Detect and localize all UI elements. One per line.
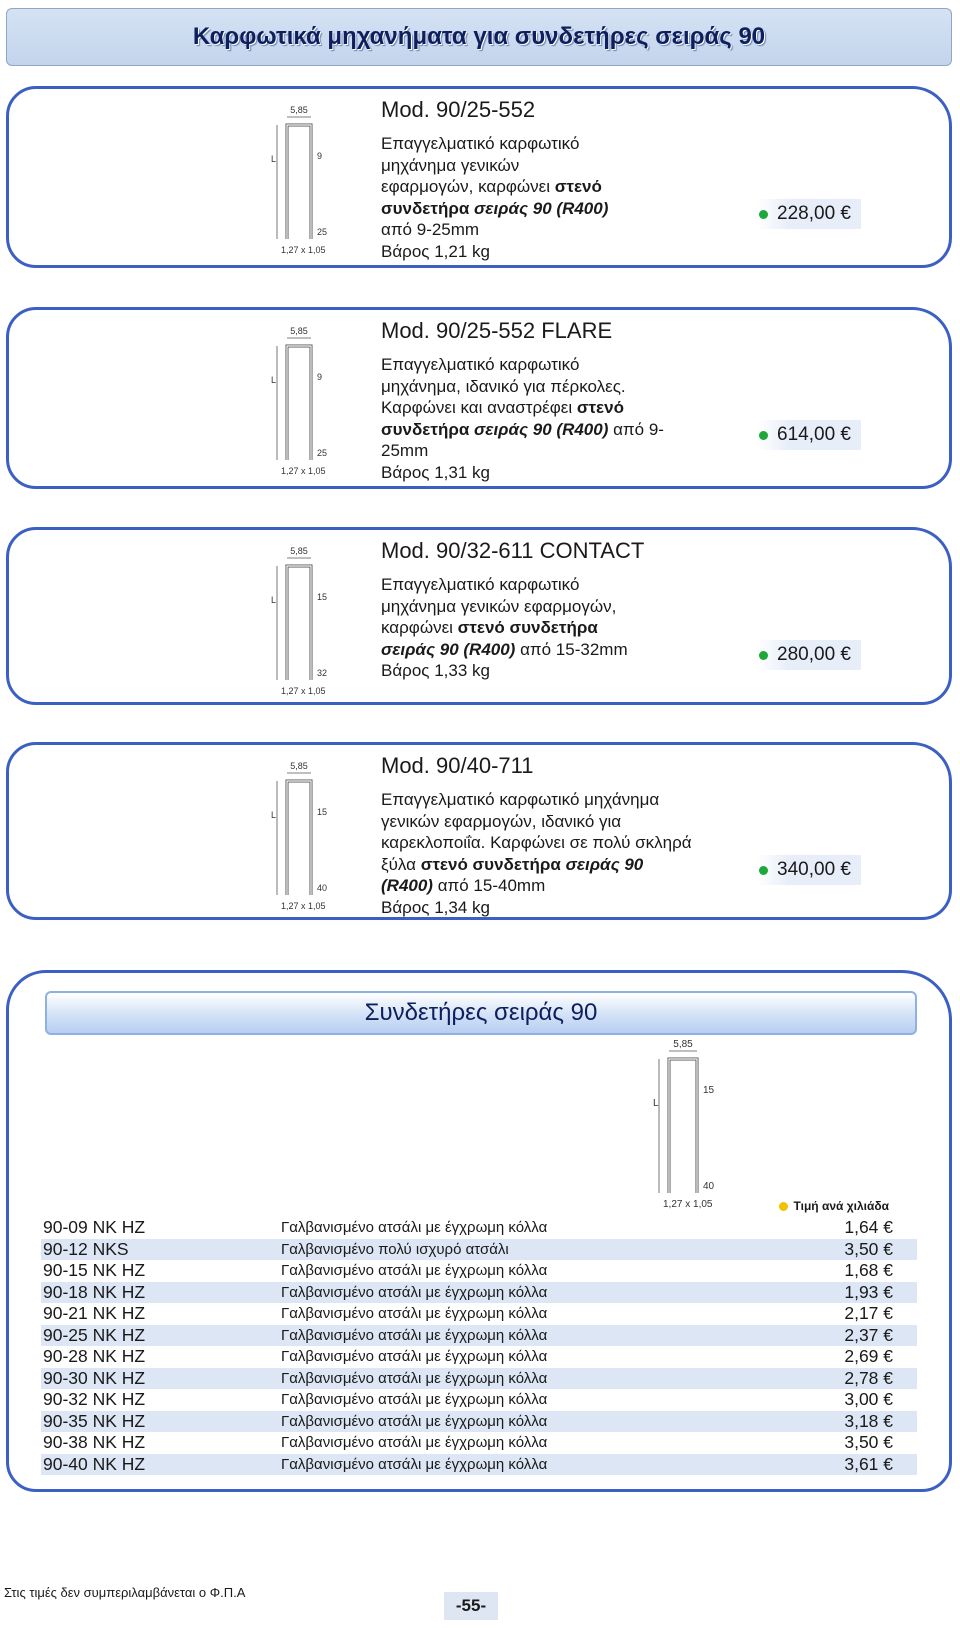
staple-code: 90-21 NK HZ <box>43 1303 146 1323</box>
description-line <box>381 155 731 177</box>
description-text: σειράς 90 (R400) <box>474 198 609 218</box>
width-label: 5,85 <box>290 761 308 771</box>
product-model: Mod. 90/25-552 <box>381 97 536 122</box>
height-label: L <box>271 154 277 164</box>
description-text: (R400) <box>381 876 433 895</box>
staple-diagram <box>267 324 347 484</box>
staple-description: Γαλβανισμένο ατσάλι με έγχρωμη κόλλα <box>281 1282 797 1304</box>
wire-label: 1,27 x 1,05 <box>281 901 326 911</box>
staple-outline <box>287 781 311 895</box>
description-text: ξύλα <box>381 854 421 874</box>
product-description <box>381 133 731 262</box>
product-card <box>6 527 952 705</box>
staple-code: 90-09 NK HZ <box>43 1217 146 1237</box>
description-text: στενό συνδετήρα <box>457 618 598 637</box>
wire-label: 1,27 x 1,05 <box>663 1199 713 1210</box>
description-line <box>381 875 731 897</box>
product-model: Mod. 90/25-552 FLARE <box>381 318 613 343</box>
staple-diagram <box>267 544 347 704</box>
product-description <box>381 789 731 918</box>
description-line <box>381 241 731 263</box>
product-model: Mod. 90/32-611 CONTACT <box>381 538 645 563</box>
page-number: -55- <box>444 1592 498 1620</box>
staple-price: 3,61 € <box>797 1454 917 1476</box>
description-line <box>381 176 731 198</box>
bottom-label: 40 <box>703 1181 715 1192</box>
description-text: από 15-32mm <box>515 639 628 659</box>
description-text: σειράς 90 (R400) <box>381 639 516 659</box>
description-text: από 15-40mm <box>432 876 546 895</box>
description-text: Καρφώνει και αναστρέφει <box>381 398 577 417</box>
staple-code: 90-18 NK HZ <box>41 1282 281 1304</box>
product-price-value: 614,00 € <box>777 424 851 445</box>
bottom-label: 25 <box>317 448 328 458</box>
product-price-value: 340,00 € <box>777 859 851 880</box>
staple-code: 90-12 NKS <box>41 1239 281 1261</box>
staple-description: Γαλβανισμένο ατσάλι με έγχρωμη κόλλα <box>281 1219 548 1236</box>
price-bullet-icon <box>759 431 768 440</box>
mid-label: 9 <box>317 151 323 161</box>
price-bullet-icon <box>759 210 768 219</box>
description-line <box>381 617 731 639</box>
table-row <box>41 1239 917 1261</box>
staple-price: 2,78 € <box>797 1368 917 1390</box>
staple-code: 90-25 NK HZ <box>41 1325 281 1347</box>
description-line <box>381 574 731 596</box>
description-text: από 9- <box>608 419 664 439</box>
staple-inner <box>287 346 311 460</box>
unit-bullet-icon <box>779 1202 788 1211</box>
description-text: από 9-25mm <box>381 220 480 239</box>
product-card <box>6 742 952 920</box>
staple-description: Γαλβανισμένο ατσάλι με έγχρωμη κόλλα <box>281 1454 797 1476</box>
product-price <box>757 640 861 670</box>
description-text: Βάρος 1,31 kg <box>381 462 490 482</box>
description-text: μηχάνημα γενικών <box>381 155 520 175</box>
width-label: 5,85 <box>290 105 308 115</box>
description-line <box>381 596 731 618</box>
table-row <box>41 1217 917 1239</box>
product-price <box>757 855 861 885</box>
description-line <box>381 660 731 682</box>
product-info <box>381 538 731 682</box>
staple-description: Γαλβανισμένο ατσάλι με έγχρωμη κόλλα <box>281 1368 797 1390</box>
table-row <box>41 1282 917 1304</box>
description-text: Επαγγελματικό καρφωτικό <box>381 355 580 374</box>
table-row <box>41 1303 917 1325</box>
table-row <box>41 1368 917 1390</box>
description-line <box>381 440 731 462</box>
staple-code: 90-40 NK HZ <box>41 1454 281 1476</box>
staple-description: Γαλβανισμένο ατσάλι με έγχρωμη κόλλα <box>281 1348 548 1365</box>
staple-description: Γαλβανισμένο ατσάλι με έγχρωμη κόλλα <box>281 1305 548 1322</box>
description-line <box>381 419 731 441</box>
staples-section <box>6 970 952 1492</box>
staple-code: 90-35 NK HZ <box>41 1411 281 1433</box>
mid-label: 15 <box>703 1085 715 1096</box>
height-label: L <box>271 810 277 820</box>
description-text: Βάρος 1,21 kg <box>381 241 490 261</box>
staple-price: 1,93 € <box>797 1282 917 1304</box>
staple-code: 90-15 NK HZ <box>43 1260 146 1280</box>
description-text: στενό συνδετήρα <box>420 854 561 874</box>
description-text: μηχάνημα, ιδανικό για πέρκολες. <box>381 376 626 396</box>
product-price <box>757 199 861 229</box>
staple-inner <box>287 566 311 680</box>
description-line <box>381 462 731 484</box>
wire-label: 1,27 x 1,05 <box>281 245 326 255</box>
width-label: 5,85 <box>290 546 308 556</box>
staple-outline <box>287 566 311 680</box>
height-label: L <box>653 1098 659 1109</box>
height-label: L <box>271 375 277 385</box>
staple-description: Γαλβανισμένο ατσάλι με έγχρωμη κόλλα <box>281 1411 797 1433</box>
description-text: μηχάνημα γενικών εφαρμογών, <box>381 596 617 616</box>
width-label: 5,85 <box>673 1039 693 1050</box>
bottom-label: 40 <box>317 883 328 893</box>
staple-description: Γαλβανισμένο ατσάλι με έγχρωμη κόλλα <box>281 1262 548 1279</box>
table-row <box>41 1432 917 1454</box>
staple-price: 2,69 € <box>844 1346 893 1366</box>
staples-price-table <box>41 1217 917 1475</box>
product-description <box>381 354 731 483</box>
staple-inner <box>287 125 311 239</box>
staple-code: 90-28 NK HZ <box>43 1346 146 1366</box>
vat-note: Στις τιμές δεν συμπεριλαμβάνεται ο Φ.Π.Α <box>4 1585 246 1600</box>
description-text: στενό <box>576 398 624 417</box>
price-bullet-icon <box>759 651 768 660</box>
mid-label: 9 <box>317 372 323 382</box>
unit-price-label <box>779 1199 890 1213</box>
table-row <box>41 1454 917 1476</box>
product-info <box>381 97 731 262</box>
description-line <box>381 832 731 854</box>
table-row <box>41 1389 917 1411</box>
description-line <box>381 397 731 419</box>
description-line <box>381 897 731 919</box>
staple-description: Γαλβανισμένο πολύ ισχυρό ατσάλι <box>281 1239 797 1261</box>
description-text: Επαγγελματικό καρφωτικό <box>381 575 580 594</box>
mid-label: 15 <box>317 592 328 602</box>
staple-inner <box>287 781 311 895</box>
description-text: Βάρος 1,34 kg <box>381 897 490 917</box>
description-text: καρεκλοποιΐα. Καρφώνει σε πολύ σκληρά <box>381 833 692 852</box>
product-price-value: 280,00 € <box>777 644 851 665</box>
description-line <box>381 639 731 661</box>
unit-price-text: Τιμή ανά χιλιάδα <box>793 1199 889 1213</box>
description-text: σειράς 90 <box>565 854 644 874</box>
staple-outline <box>287 346 311 460</box>
description-text: Επαγγελματικό καρφωτικό μηχάνημα <box>381 790 660 809</box>
page-title: Καρφωτικά μηχανήματα για συνδετήρες σειράς 90 <box>192 23 766 50</box>
description-text: Επαγγελματικό καρφωτικό <box>381 134 580 153</box>
product-price-value: 228,00 € <box>777 203 851 224</box>
staple-price: 3,50 € <box>844 1432 893 1452</box>
product-info <box>381 753 731 918</box>
price-bullet-icon <box>759 866 768 875</box>
staple-diagram <box>641 1033 741 1223</box>
page-title-bar <box>6 8 952 66</box>
staple-description: Γαλβανισμένο ατσάλι με έγχρωμη κόλλα <box>281 1391 548 1408</box>
staple-price: 3,18 € <box>797 1411 917 1433</box>
description-line <box>381 219 731 241</box>
description-text: Βάρος 1,33 kg <box>381 661 490 680</box>
height-label: L <box>271 595 277 605</box>
staples-section-title: Συνδετήρες σειράς 90 <box>45 991 917 1035</box>
staple-code: 90-32 NK HZ <box>43 1389 146 1409</box>
mid-label: 15 <box>317 807 328 817</box>
staple-price: 3,50 € <box>797 1239 917 1261</box>
description-text: 25mm <box>381 441 429 460</box>
staple-price: 1,68 € <box>844 1260 893 1280</box>
staple-outline <box>669 1059 697 1193</box>
description-line <box>381 376 731 398</box>
table-row <box>41 1325 917 1347</box>
staple-description: Γαλβανισμένο ατσάλι με έγχρωμη κόλλα <box>281 1325 797 1347</box>
product-price <box>757 420 861 450</box>
product-description <box>381 574 731 682</box>
staple-description: Γαλβανισμένο ατσάλι με έγχρωμη κόλλα <box>281 1434 548 1451</box>
width-label: 5,85 <box>290 326 308 336</box>
staple-code: 90-38 NK HZ <box>43 1432 146 1452</box>
table-row <box>41 1411 917 1433</box>
description-line <box>381 811 731 833</box>
description-line <box>381 198 731 220</box>
description-text: συνδετήρα <box>381 198 470 218</box>
description-line <box>381 354 731 376</box>
staple-code: 90-30 NK HZ <box>41 1368 281 1390</box>
description-text: καρφώνει <box>381 618 458 637</box>
product-info <box>381 318 731 483</box>
description-text: εφαρμογών, καρφώνει <box>381 177 555 196</box>
description-line <box>381 854 731 876</box>
staple-outline <box>287 125 311 239</box>
wire-label: 1,27 x 1,05 <box>281 466 326 476</box>
description-line <box>381 789 731 811</box>
product-model: Mod. 90/40-711 <box>381 753 534 778</box>
description-text: στενό <box>554 177 602 196</box>
table-row <box>41 1260 917 1282</box>
bottom-label: 25 <box>317 227 328 237</box>
product-card <box>6 307 952 489</box>
product-card <box>6 86 952 268</box>
staple-price: 1,64 € <box>844 1217 893 1237</box>
staple-inner <box>669 1059 697 1193</box>
staple-price: 2,37 € <box>797 1325 917 1347</box>
description-text: γενικών εφαρμογών, ιδανικό για <box>381 811 622 831</box>
staple-price: 3,00 € <box>844 1389 893 1409</box>
wire-label: 1,27 x 1,05 <box>281 686 326 696</box>
description-text: σειράς 90 (R400) <box>474 419 609 439</box>
staple-price: 2,17 € <box>844 1303 893 1323</box>
staple-diagram <box>267 103 347 263</box>
staple-diagram <box>267 759 347 919</box>
bottom-label: 32 <box>317 668 328 678</box>
description-line <box>381 133 731 155</box>
description-text: συνδετήρα <box>381 419 470 439</box>
table-row <box>41 1346 917 1368</box>
